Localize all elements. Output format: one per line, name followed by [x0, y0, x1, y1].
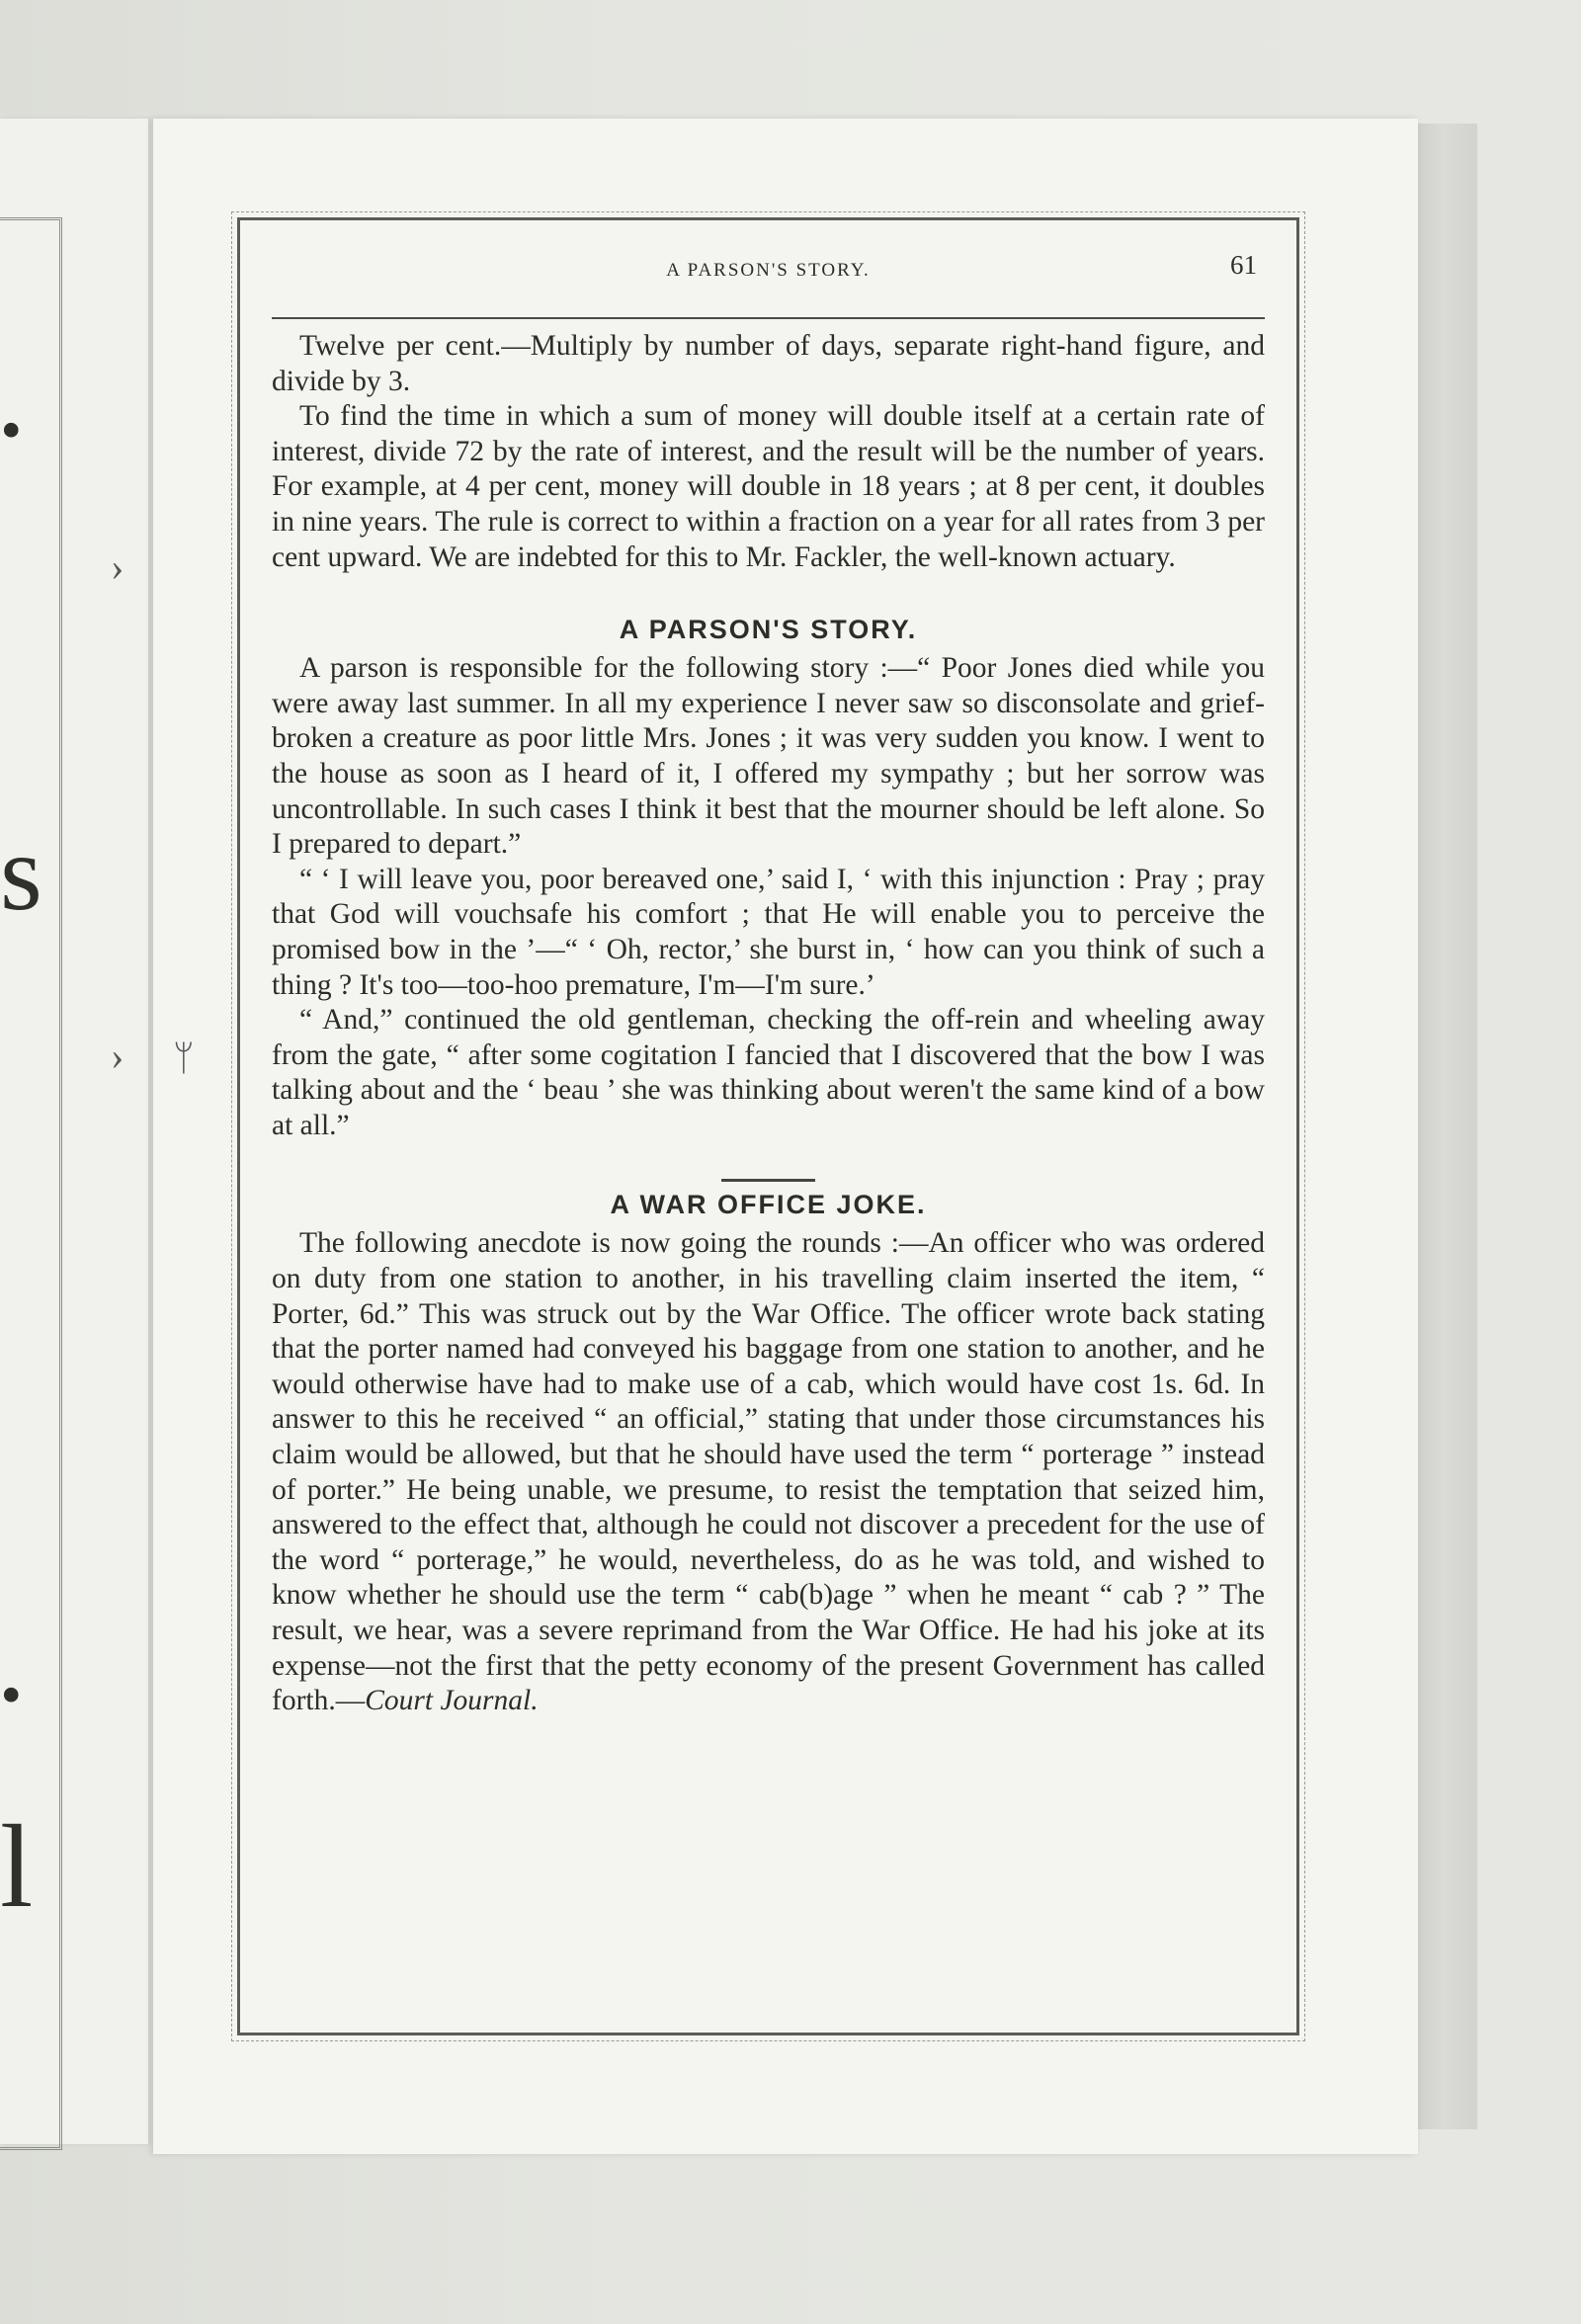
- source-attribution: Court Journal.: [365, 1685, 539, 1717]
- page-edge: [1418, 124, 1477, 2129]
- story-paragraph: A parson is responsible for the following story :—“ Poor Jones died while you were away last summer. In all my experience I never saw so disconsolate and grief-broken a creature as poor little Mrs. Jones ; it was very sudden you know. I went to the house as soon as I heard of it, I offered my sympathy ; but her sorrow was uncontrollable. In such cases I think it best that the mourner should be left alone. So I prepared to depart.”: [272, 652, 1265, 861]
- page-content: [272, 242, 1265, 2021]
- previous-page-glyph: s: [0, 812, 42, 933]
- section-separator: [721, 1179, 815, 1182]
- running-head: [272, 242, 1265, 319]
- page-number: 61: [1230, 250, 1257, 280]
- gutter-mark: ›: [111, 544, 125, 589]
- gutter-mark: ᛘ: [173, 1038, 195, 1078]
- previous-page-glyph: l: [0, 1800, 34, 1932]
- anecdote-text: The following anecdote is now going the rounds :—An officer who was ordered on duty from one station to another, in his travelling claim inserted the item, “ Porter, 6d.” This was struck out by the War Office. The officer wrote back stating that the porter named had conveyed his baggage from one station to another, and he would otherwise have had to make use of a cab, which would have cost 1s. 6d. In answer to this he received “ an official,” stating that under those circumstances his claim would be allowed, but that he should have used the term “ porterage ” instead of porter.” He being unable, we presume, to resist the temptation that seized him, answered to the effect that, although he could not discover a precedent for the use of the word “ porterage,” he would, nevertheless, do as he was told, and wished to know whether he should use the term “ cab(b)age ” when he meant “ cab ? ” The result, we hear, was a severe reprimand from the War Office. He had his joke at its expense—not the first that the petty economy of the present Government has called forth.—: [272, 1227, 1265, 1717]
- anecdote-paragraph: [272, 1226, 1265, 1718]
- previous-page-glyph: .: [0, 358, 23, 456]
- section-heading: A WAR OFFICE JOKE.: [610, 1190, 927, 1220]
- previous-page: [0, 119, 148, 2144]
- running-head-rule: [272, 317, 1265, 319]
- previous-page-glyph: .: [0, 1622, 23, 1720]
- intro-paragraph: To find the time in which a sum of money will double itself at a certain rate of interest, divide 72 by the rate of interest, and the result will be the number of years. For example, at 4 per cent, money will double in 18 years ; at 8 per cent, it doubles in nine years. The rule is correct to within a fraction on a year for all rates from 3 per cent upward. We are indebted for this to Mr. Fackler, the well-known actuary.: [272, 400, 1265, 573]
- story-paragraph: “ And,” continued the old gentleman, checking the off-rein and wheeling away from the gate, “ after some cogitation I fancied that I discovered that the bow I was talking about and the ‘ beau ’ she was thinking about weren't the same kind of a bow at all.”: [272, 1004, 1265, 1141]
- running-head-title: A PARSON'S STORY.: [666, 260, 871, 281]
- section-heading: A PARSON'S STORY.: [619, 615, 918, 645]
- gutter-mark: ›: [111, 1034, 125, 1078]
- intro-paragraph: Twelve per cent.—Multiply by number of days, separate right-hand figure, and divide by 3.: [272, 330, 1265, 397]
- story-paragraph: “ ‘ I will leave you, poor bereaved one,’ said I, ‘ with this injunction : Pray ; pray that God will vouchsafe his comfort ; that He will enable you to perceive the promised bow in the ’—“ ‘ Oh, rector,’ she burst in, ‘ how can you think of such a thing ? It's too—too-hoo premature, I'm—I'm sure.’: [272, 863, 1265, 1001]
